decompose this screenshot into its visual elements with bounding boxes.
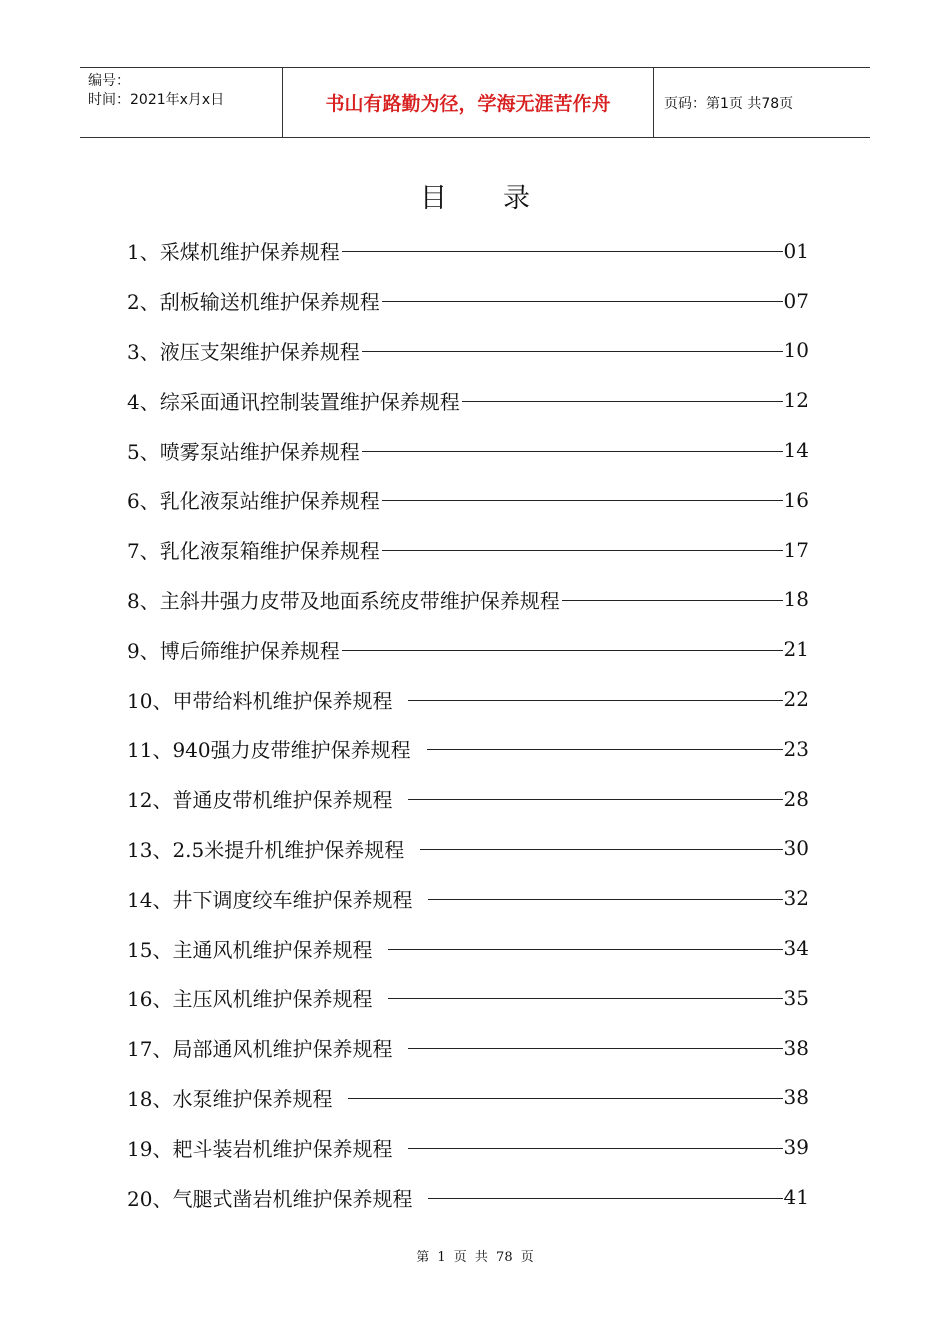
toc-entry[interactable] bbox=[127, 1023, 809, 1073]
toc-entry-number: 2、 bbox=[127, 290, 160, 315]
page-footer: 第 1 页 共 78 页 bbox=[416, 1250, 534, 1265]
toc-leader-line bbox=[362, 351, 783, 352]
toc-entry-label: 主压风机维护保养规程 bbox=[172, 987, 373, 1012]
toc-entry-number: 6、 bbox=[127, 489, 160, 514]
toc-entry-label: 综采面通讯控制装置维护保养规程 bbox=[159, 389, 460, 414]
toc-entry-label: 刮板输送机维护保养规程 bbox=[159, 290, 380, 315]
toc-entry-page: 16 bbox=[783, 487, 809, 512]
toc-leader-line bbox=[382, 301, 783, 302]
toc-entry-label: 喷雾泵站维护保养规程 bbox=[159, 439, 360, 464]
toc-entry[interactable] bbox=[127, 575, 809, 625]
toc-entry-number: 3、 bbox=[127, 339, 160, 364]
toc-entry[interactable] bbox=[127, 1073, 809, 1123]
toc-entry-number: 18、 bbox=[127, 1086, 173, 1111]
toc-leader-line bbox=[428, 1198, 782, 1199]
toc-entry[interactable] bbox=[127, 724, 809, 774]
toc-entry-number: 12、 bbox=[127, 788, 173, 813]
toc-entry-number: 17、 bbox=[127, 1037, 173, 1062]
toc-entry-page: 17 bbox=[783, 537, 809, 562]
toc-entry-label: 井下调度绞车维护保养规程 bbox=[172, 887, 413, 912]
header-time-label: 时间：2021年x月x日 bbox=[88, 92, 225, 108]
toc-leader-line bbox=[462, 401, 783, 402]
toc-entry-page: 10 bbox=[783, 338, 809, 363]
toc-entry-page: 01 bbox=[783, 238, 809, 263]
toc-entry[interactable] bbox=[127, 674, 809, 724]
toc-leader-line bbox=[408, 700, 782, 701]
toc-entry-number: 11、 bbox=[127, 738, 173, 763]
toc-leader-line bbox=[427, 749, 783, 750]
toc-entry[interactable] bbox=[127, 873, 809, 923]
toc-entry-page: 35 bbox=[783, 985, 809, 1010]
toc-entry-label: 主通风机维护保养规程 bbox=[172, 937, 373, 962]
toc-entry-label: 液压支架维护保养规程 bbox=[159, 339, 360, 364]
toc-entry-page: 12 bbox=[783, 388, 809, 413]
toc-entry-label: 2.5米提升机维护保养规程 bbox=[172, 837, 405, 862]
header-page-info: 页码：第1页 共78页 bbox=[664, 95, 794, 112]
toc-leader-line bbox=[428, 899, 782, 900]
toc-entry-label: 气腿式凿岩机维护保养规程 bbox=[172, 1186, 413, 1211]
toc-entry-page: 38 bbox=[783, 1035, 809, 1060]
toc-title: 目录 bbox=[420, 183, 586, 214]
toc-entry-page: 38 bbox=[783, 1085, 809, 1110]
header-code-label: 编号： bbox=[88, 73, 130, 89]
toc-entry-label: 普通皮带机维护保养规程 bbox=[172, 788, 393, 813]
toc-leader-line bbox=[362, 451, 783, 452]
toc-entry-page: 34 bbox=[783, 936, 809, 961]
toc-entry-label: 博后筛维护保养规程 bbox=[159, 638, 340, 663]
toc-entry[interactable] bbox=[127, 624, 809, 674]
toc-entry[interactable] bbox=[127, 1172, 809, 1222]
toc-entry[interactable] bbox=[127, 774, 809, 824]
toc-leader-line bbox=[408, 1148, 782, 1149]
toc-leader-line bbox=[382, 500, 783, 501]
toc-entry[interactable] bbox=[127, 276, 809, 326]
toc-leader-line bbox=[562, 600, 783, 601]
toc-entry-page: 39 bbox=[783, 1135, 809, 1160]
toc-entry[interactable] bbox=[127, 973, 809, 1023]
toc-entry[interactable] bbox=[127, 824, 809, 874]
toc-entry-label: 采煤机维护保养规程 bbox=[159, 240, 340, 265]
toc-entry-label: 水泵维护保养规程 bbox=[172, 1086, 333, 1111]
toc-entry[interactable] bbox=[127, 475, 809, 525]
page-header bbox=[80, 67, 870, 138]
toc-entry-number: 1、 bbox=[127, 240, 160, 265]
toc-entry-number: 13、 bbox=[127, 837, 173, 862]
toc-leader-line bbox=[420, 849, 782, 850]
header-motto: 书山有路勤为径，学海无涯苦作舟 bbox=[282, 68, 654, 137]
toc-entry[interactable] bbox=[127, 326, 809, 376]
toc-leader-line bbox=[382, 550, 783, 551]
toc-entry[interactable] bbox=[127, 1122, 809, 1172]
toc-entry-page: 41 bbox=[783, 1185, 809, 1210]
toc-entry-label: 乳化液泵箱维护保养规程 bbox=[159, 539, 380, 564]
toc-entry[interactable] bbox=[127, 425, 809, 475]
toc-entry-label: 主斜井强力皮带及地面系统皮带维护保养规程 bbox=[159, 588, 560, 613]
toc-entry-page: 32 bbox=[783, 886, 809, 911]
toc-leader-line bbox=[388, 949, 782, 950]
table-of-contents bbox=[127, 226, 809, 1222]
toc-entry-number: 4、 bbox=[127, 389, 160, 414]
toc-entry-number: 10、 bbox=[127, 688, 173, 713]
toc-leader-line bbox=[342, 650, 783, 651]
toc-entry-label: 乳化液泵站维护保养规程 bbox=[159, 489, 380, 514]
toc-entry-number: 15、 bbox=[127, 937, 173, 962]
toc-entry-page: 14 bbox=[783, 438, 809, 463]
toc-entry-number: 20、 bbox=[127, 1186, 173, 1211]
toc-entry-page: 28 bbox=[783, 786, 809, 811]
toc-leader-line bbox=[408, 1048, 782, 1049]
toc-entry-label: 耙斗装岩机维护保养规程 bbox=[172, 1136, 393, 1161]
toc-entry-label: 甲带给料机维护保养规程 bbox=[172, 688, 393, 713]
toc-entry[interactable] bbox=[127, 923, 809, 973]
toc-leader-line bbox=[342, 251, 783, 252]
toc-entry-number: 7、 bbox=[127, 539, 160, 564]
toc-entry[interactable] bbox=[127, 375, 809, 425]
toc-leader-line bbox=[388, 998, 782, 999]
toc-entry-label: 局部通风机维护保养规程 bbox=[172, 1037, 393, 1062]
toc-entry-page: 23 bbox=[783, 736, 809, 761]
toc-leader-line bbox=[348, 1098, 782, 1099]
toc-entry[interactable] bbox=[127, 525, 809, 575]
toc-entry[interactable] bbox=[127, 226, 809, 276]
toc-entry-number: 9、 bbox=[127, 638, 160, 663]
toc-entry-number: 8、 bbox=[127, 588, 160, 613]
toc-entry-number: 19、 bbox=[127, 1136, 173, 1161]
toc-entry-number: 14、 bbox=[127, 887, 173, 912]
toc-entry-number: 5、 bbox=[127, 439, 160, 464]
toc-entry-page: 18 bbox=[783, 587, 809, 612]
toc-entry-number: 16、 bbox=[127, 987, 173, 1012]
toc-entry-label: 940强力皮带维护保养规程 bbox=[172, 738, 411, 763]
toc-entry-page: 21 bbox=[783, 637, 809, 662]
toc-entry-page: 07 bbox=[783, 288, 809, 313]
toc-entry-page: 22 bbox=[783, 687, 809, 712]
toc-leader-line bbox=[408, 799, 782, 800]
header-meta bbox=[80, 68, 282, 137]
toc-entry-page: 30 bbox=[783, 836, 809, 861]
